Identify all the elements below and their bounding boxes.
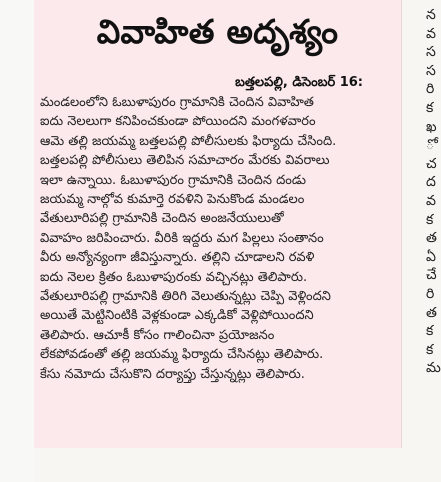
adjacent-glyph: వ (426, 192, 436, 209)
adjacent-glyph: చ (426, 155, 437, 172)
article-headline: వివాహిత అదృశ్యం (96, 12, 339, 51)
adjacent-glyph: ో (426, 137, 435, 154)
body-line: తెలిపారు. ఆచూకీ కోసం గాలించినా ప్రయోజనం (40, 327, 275, 343)
adjacent-glyph: క (426, 341, 434, 358)
body-line: మండలంలోని ఓబుళాపురం గ్రామానికి చెందిన వివాహిత (40, 95, 314, 110)
article-body (40, 73, 395, 384)
body-line: వేతులూరిపల్లి గ్రామానికి చెందిన అంజనేయులుతో (40, 211, 284, 227)
adjacent-column-text (426, 6, 441, 482)
body-line: ఇలా ఉన్నాయి. ఓబుళాపురం గ్రామానికి చెందిన దండు (40, 172, 306, 188)
adjacent-glyph: త (426, 304, 437, 321)
adjacent-glyph: క (426, 211, 434, 228)
adjacent-glyph: ఖ (426, 118, 437, 135)
body-line: ఐదు నెలలుగా కనిపించకుండా పోయిందని మంగళవారం (40, 114, 316, 130)
adjacent-glyph: ద (426, 174, 436, 191)
body-line: ఆమె తల్లి జయమ్మ బత్తలపల్లి పోలీసులకు ఫిర్యాదు చేసింది. (40, 133, 337, 149)
body-line: కేసు నమోదు చేసుకొని దర్యాప్తు చేస్తున్నట్లు తెలిపారు. (40, 366, 305, 382)
news-article (34, 0, 402, 448)
bottom-margin (34, 448, 402, 482)
adjacent-glyph: రి (426, 285, 435, 302)
adjacent-glyph: చే (426, 267, 437, 284)
adjacent-glyph: న (426, 7, 436, 23)
body-line: లేకపోవడంతో తల్లి జయమ్మ ఫిర్యాదు చేసినట్లు తెలిపారు. (40, 347, 324, 363)
body-line: వీరు అన్యోన్యంగా జీవిస్తున్నారు. తల్లిని చూడాలని రవళి (40, 250, 315, 266)
body-line: బత్తలపల్లి పోలీసులు తెలిపిన సమాచారం మేరకు వివరాలు (40, 153, 330, 169)
body-line: జయమ్మ నాల్గోవ కుమార్తె రవళిని పెనుకొండ మండలం (40, 192, 305, 208)
adjacent-glyph: వ (426, 25, 436, 42)
adjacent-glyph: త (426, 230, 437, 247)
body-line: వేతులూరిపల్లి గ్రామానికి తిరిగి వెలుతున్నట్లు చెప్పి వెళ్లిందని (40, 289, 331, 305)
body-line: ఐదు నెలల క్రితం ఓబుళాపురంకు వచ్చినట్లు తెలిపారు. (40, 269, 308, 285)
adjacent-glyph: క (426, 323, 434, 340)
body-line: అయితే మెట్టినింటికి వెళ్లకుండా ఎక్కడికో వెళ్లిపోయిందని (40, 308, 314, 324)
left-margin (0, 0, 34, 482)
adjacent-glyph: స (426, 44, 436, 61)
adjacent-glyph: స (426, 62, 436, 79)
adjacent-glyph: క (426, 99, 434, 116)
adjacent-glyph: ఏ (426, 248, 436, 265)
adjacent-glyph: మ (426, 360, 441, 377)
article-dateline: బత్తలపల్లి, డిసెంబర్ 16: (235, 75, 363, 90)
adjacent-glyph: రి (426, 81, 435, 98)
body-line: వివాహం జరిపించారు. వీరికి ఇద్దరు మగ పిల్లలు సంతానం (40, 230, 324, 246)
